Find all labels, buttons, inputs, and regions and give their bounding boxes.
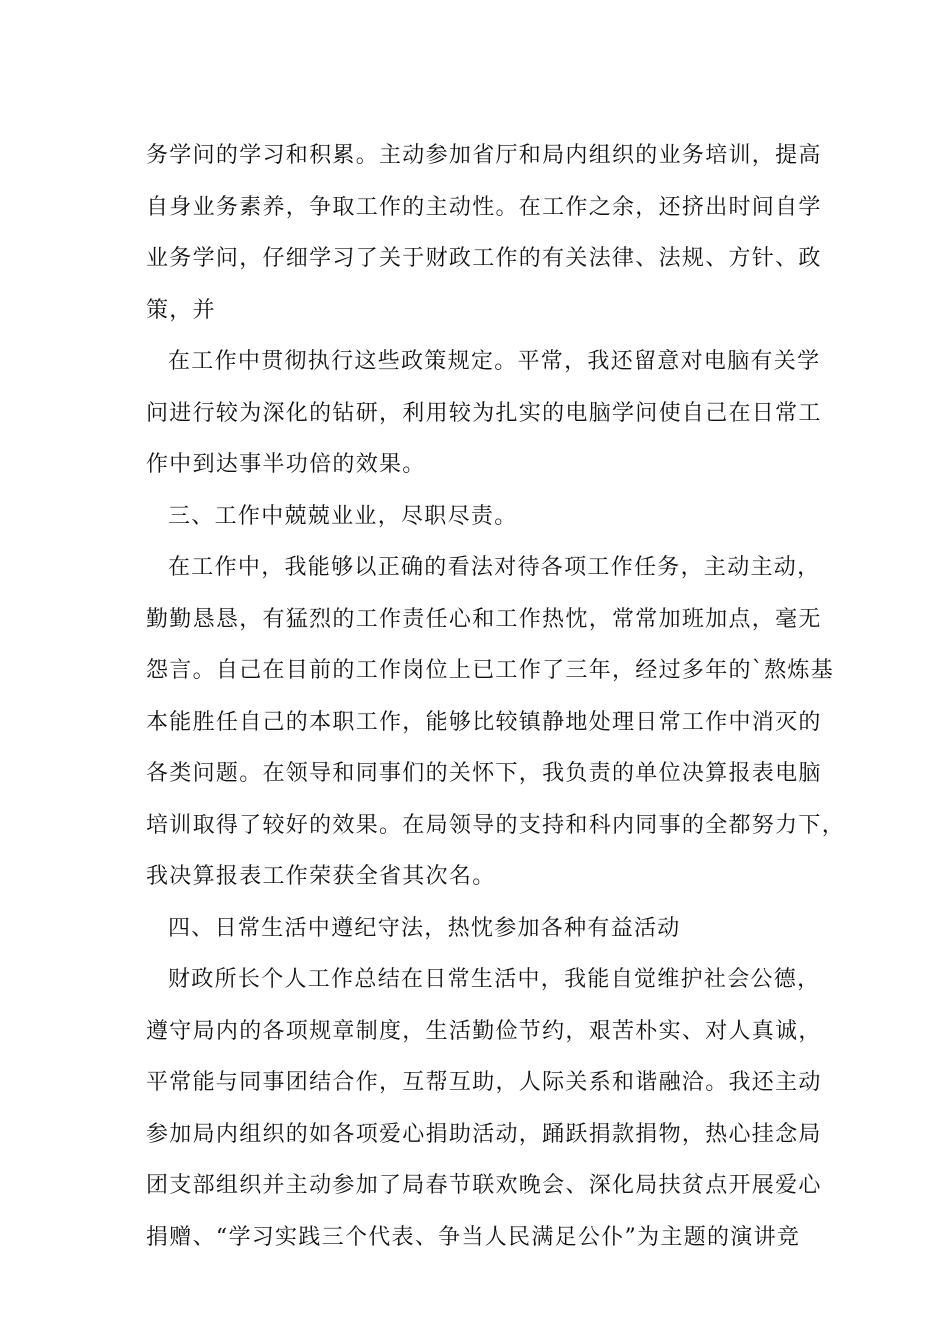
- text-line: 问进行较为深化的钻研，利用较为扎实的电脑学问使自己在日常工: [146, 400, 822, 426]
- body-text: [146, 130, 846, 1263]
- text-line: 遵守局内的各项规章制度，生活勤俭节约，艰苦朴实、对人真诚，: [146, 1018, 822, 1044]
- text-line: 本能胜任自己的本职工作，能够比较镇静地处理日常工作中消灭的: [146, 709, 822, 735]
- paragraph-first-line: 在工作中贯彻执行这些政策规定。平常，我还留意对电脑有关学: [168, 349, 821, 374]
- text-line: 团支部组织并主动参加了局春节联欢晚会、深化局扶贫点开展爱心: [146, 1173, 822, 1198]
- text-line: 作中到达事半功倍的效果。: [146, 452, 426, 477]
- paragraph-first-line: 财政所长个人工作总结在日常生活中，我能自觉维护社会公德，: [168, 967, 821, 992]
- text-line: 平常能与同事团结合作，互帮互助，人际关系和谐融洽。我还主动: [146, 1070, 822, 1095]
- text-line: 策，并: [146, 297, 216, 323]
- text-line: 我决算报表工作荣获全省其次名。: [146, 864, 496, 889]
- text-line: 业务学问，仔细学习了关于财政工作的有关法律、法规、方针、政: [146, 246, 822, 271]
- text-line: 怨言。自己在目前的工作岗位上已工作了三年，经过多年的`熬炼基: [146, 658, 835, 683]
- text-line: 自身业务素养，争取工作的主动性。在工作之余，还挤出时间自学: [146, 194, 822, 220]
- text-line: 各类问题。在领导和同事们的关怀下，我负责的单位决算报表电脑: [146, 761, 822, 786]
- section-heading: 四、日常生活中遵纪守法，热忱参加各种有益活动: [168, 915, 681, 941]
- text-line: 捐赠、“学习实践三个代表、争当人民满足公仆”为主题的演讲竞: [146, 1224, 801, 1250]
- text-line: 参加局内组织的如各项爱心捐助活动，踊跃捐款捐物，热心挂念局: [146, 1121, 822, 1147]
- text-line: 勤勤恳恳，有猛烈的工作责任心和工作热忱，常常加班加点，毫无: [146, 606, 822, 632]
- section-heading: 三、工作中兢兢业业，尽职尽责。: [168, 503, 518, 529]
- text-line: 务学问的学习和积累。主动参加省厅和局内组织的业务培训，提高: [146, 143, 822, 168]
- text-line: 培训取得了较好的效果。在局领导的支持和科内同事的全都努力下，: [146, 812, 846, 838]
- paragraph-first-line: 在工作中，我能够以正确的看法对待各项工作任务，主动主动，: [168, 555, 821, 580]
